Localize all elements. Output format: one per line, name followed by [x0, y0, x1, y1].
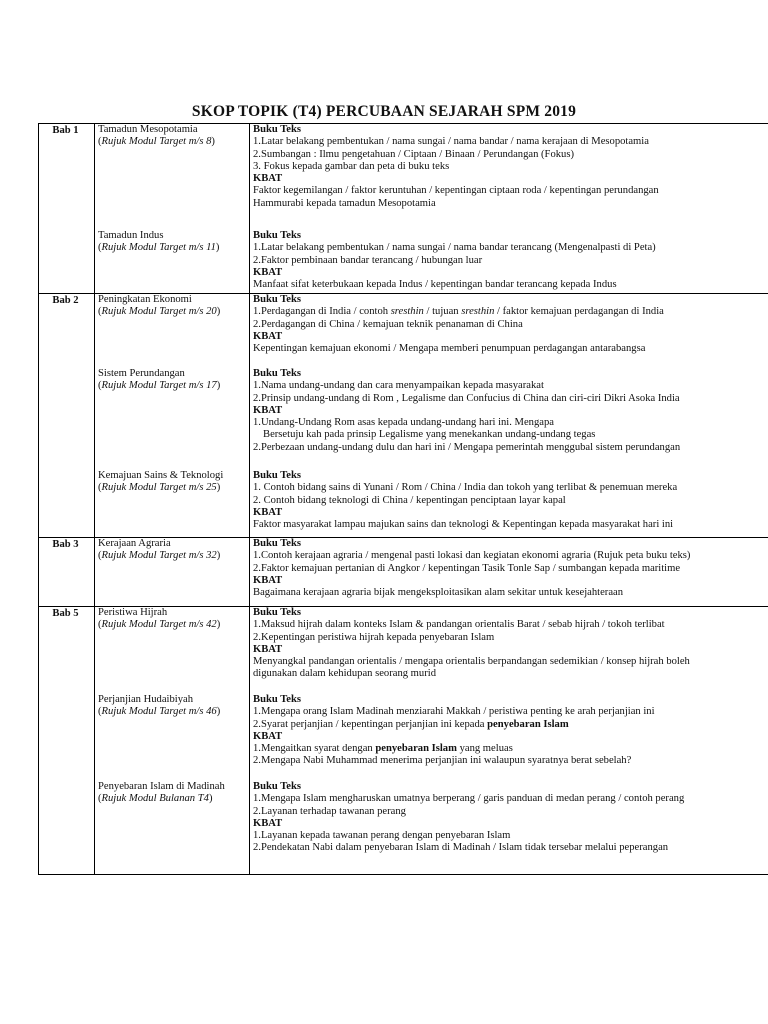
content-line: 2.Sumbangan : Ilmu pengetahuan / Ciptaan / Binaan / Perundangan (Fokus) [253, 148, 574, 160]
section-heading: Buku Teks [253, 538, 302, 549]
content-block [253, 368, 768, 470]
bab-label: Bab 5 [52, 608, 79, 619]
section-heading: Buku Teks [253, 230, 302, 241]
topic-reference: (Rujuk Modul Target m/s 42) [98, 619, 221, 631]
content-line: 1.Latar belakang pembentukan / nama sungai / nama bandar / nama kerajaan di Mesopotamia [253, 136, 649, 148]
bab-cell [39, 294, 95, 538]
content-block [253, 124, 768, 230]
content-line: 1.Layanan kepada tawanan perang dengan penyebaran Islam [253, 830, 511, 842]
section-heading: KBAT [253, 330, 283, 342]
content-cell [250, 124, 768, 294]
content-line: 2.Layanan terhadap tawanan perang [253, 805, 406, 817]
topic-reference: (Rujuk Modul Target m/s 46) [98, 706, 221, 718]
topic-cell [95, 124, 250, 294]
content-line: 1.Mengapa Islam mengharuskan umatnya berperang / garis panduan di medan perang / contoh perang [253, 793, 685, 805]
table-row [39, 124, 768, 294]
section-heading: KBAT [253, 404, 283, 416]
topic-name: Tamadun Mesopotamia [98, 124, 198, 135]
content-block [253, 470, 768, 531]
content-line: 2. Contoh bidang teknologi di China / kepentingan penciptaan layar kapal [253, 494, 566, 506]
content-cell [250, 294, 768, 538]
content-line: 3. Fokus kepada gambar dan peta di buku teks [253, 160, 450, 172]
section-heading: Buku Teks [253, 607, 302, 618]
topic-entry [98, 294, 247, 368]
page-title: SKOP TOPIK (T4) PERCUBAAN SEJARAH SPM 2019 [191, 103, 577, 120]
topic-scope-table [38, 123, 768, 875]
section-heading: KBAT [253, 730, 283, 742]
content-line: 2.Kepentingan peristiwa hijrah kepada penyebaran Islam [253, 631, 495, 643]
section-heading: Buku Teks [253, 470, 302, 481]
content-cell [250, 538, 768, 607]
content-block [253, 538, 768, 599]
topic-name: Perjanjian Hudaibiyah [98, 694, 194, 705]
content-line: 1.Latar belakang pembentukan / nama sungai / nama bandar terancang (Mengenalpasti di Peta) [253, 242, 656, 254]
content-line: 1.Mengapa orang Islam Madinah menziarahi Makkah / peristiwa penting ke arah perjanjian ini [253, 706, 655, 718]
section-heading: KBAT [253, 643, 283, 655]
bab-label: Bab 3 [52, 539, 79, 550]
content-block [253, 694, 768, 781]
content-block [253, 294, 768, 368]
table-row [39, 294, 768, 538]
topic-entry [98, 694, 247, 781]
content-line: Kepentingan kemajuan ekonomi / Mengapa memberi penumpuan perdagangan antarabangsa [253, 343, 646, 355]
section-heading: KBAT [253, 817, 283, 829]
topic-cell [95, 607, 250, 875]
bab-label: Bab 2 [52, 295, 79, 306]
content-line: Menyangkal pandangan orientalis / mengapa orientalis berpandangan sedemikian / konsep hijrah boleh [253, 656, 690, 668]
topic-entry [98, 781, 247, 806]
topic-name: Peningkatan Ekonomi [98, 294, 192, 305]
topic-entry [98, 538, 247, 563]
content-line: 1. Contoh bidang sains di Yunani / Rom / China / India dan tokoh yang terlibat & penemuan mereka [253, 482, 678, 494]
content-line: Bersetuju kah pada prinsip Legalisme yang menekankan undang-undang tegas [263, 429, 596, 441]
section-heading: KBAT [253, 173, 283, 185]
content-line: 2.Prinsip undang-undang di Rom , Legalisme dan Confucius di China dan ciri-ciri Dikri Asoka India [253, 392, 680, 404]
topic-reference: (Rujuk Modul Bulanan T4) [98, 793, 213, 805]
content-line: Hammurabi kepada tamadun Mesopotamia [253, 197, 436, 209]
content-line: 2.Perbezaan undang-undang dulu dan hari ini / Mengapa pemerintah menggubal sistem perundangan [253, 441, 681, 453]
topic-name: Tamadun Indus [98, 230, 164, 241]
topic-entry [98, 230, 247, 255]
table-row [39, 538, 768, 607]
topic-name: Kerajaan Agraria [98, 538, 171, 549]
topic-entry [98, 607, 247, 694]
bab-cell [39, 124, 95, 294]
content-line: Faktor masyarakat lampau majukan sains dan teknologi & Kepentingan kepada masyarakat hari ini [253, 519, 674, 531]
content-line: digunakan dalam kehidupan seorang murid [253, 668, 436, 680]
content-line: 2.Faktor kemajuan pertanian di Angkor / kepentingan Tasik Tonle Sap / sumbangan kepada maritime [253, 562, 681, 574]
content-line: 1.Perdagangan di India / contoh sresthin / tujuan sresthin / faktor kemajuan perdagangan di India [253, 306, 664, 318]
content-line: 2.Mengapa Nabi Muhammad menerima perjanjian ini walaupun syaratnya berat sebelah? [253, 755, 632, 767]
topic-reference: (Rujuk Modul Target m/s 11) [98, 242, 220, 254]
section-heading: KBAT [253, 266, 283, 278]
section-heading: KBAT [253, 574, 283, 586]
content-line: Manfaat sifat keterbukaan kepada Indus / kepentingan bandar terancang kepada Indus [253, 279, 617, 291]
content-block [253, 230, 768, 291]
topic-name: Kemajuan Sains & Teknologi [98, 470, 224, 481]
topic-reference: (Rujuk Modul Target m/s 32) [98, 550, 221, 562]
topic-reference: (Rujuk Modul Target m/s 17) [98, 380, 221, 392]
topic-name: Sistem Perundangan [98, 368, 185, 379]
bab-cell [39, 607, 95, 875]
section-heading: Buku Teks [253, 781, 302, 792]
content-block [253, 607, 768, 694]
content-line: 1.Nama undang-undang dan cara menyampaikan kepada masyarakat [253, 380, 544, 392]
content-line: Faktor kegemilangan / faktor keruntuhan / kepentingan ciptaan roda / kepentingan perundangan [253, 185, 659, 197]
topic-name: Peristiwa Hijrah [98, 607, 168, 618]
bab-cell [39, 538, 95, 607]
content-line: 1.Contoh kerajaan agraria / mengenal pasti lokasi dan kegiatan ekonomi agraria (Rujuk peta buku teks) [253, 550, 691, 562]
section-heading: KBAT [253, 506, 283, 518]
section-heading: Buku Teks [253, 368, 302, 379]
topic-reference: (Rujuk Modul Target m/s 20) [98, 306, 221, 318]
topic-reference: (Rujuk Modul Target m/s 8) [98, 136, 215, 148]
section-heading: Buku Teks [253, 124, 302, 135]
topic-reference: (Rujuk Modul Target m/s 25) [98, 482, 221, 494]
topic-entry [98, 470, 247, 495]
content-cell [250, 607, 768, 875]
content-line: 2.Pendekatan Nabi dalam penyebaran Islam di Madinah / Islam tidak tersebar melalui peperangan [253, 842, 669, 854]
topic-entry [98, 368, 247, 470]
content-line: 1.Undang-Undang Rom asas kepada undang-undang hari ini. Mengapa [253, 417, 554, 429]
content-line: 2.Perdagangan di China / kemajuan teknik penanaman di China [253, 318, 523, 330]
content-line: 2.Syarat perjanjian / kepentingan perjanjian ini kepada penyebaran Islam [253, 718, 569, 730]
topic-name: Penyebaran Islam di Madinah [98, 781, 225, 792]
content-line: 1.Mengaitkan syarat dengan penyebaran Islam yang meluas [253, 743, 513, 755]
content-block [253, 781, 768, 855]
section-heading: Buku Teks [253, 294, 302, 305]
topic-entry [98, 124, 247, 230]
section-heading: Buku Teks [253, 694, 302, 705]
table-row [39, 607, 768, 875]
topic-cell [95, 538, 250, 607]
content-line: Bagaimana kerajaan agraria bijak mengeksploitasikan alam sekitar untuk kesejahteraan [253, 587, 624, 599]
content-line: 1.Maksud hijrah dalam konteks Islam & pandangan orientalis Barat / sebab hijrah / tokoh terlibat [253, 619, 665, 631]
content-line: 2.Faktor pembinaan bandar terancang / hubungan luar [253, 254, 483, 266]
bab-label: Bab 1 [52, 125, 79, 136]
topic-cell [95, 294, 250, 538]
